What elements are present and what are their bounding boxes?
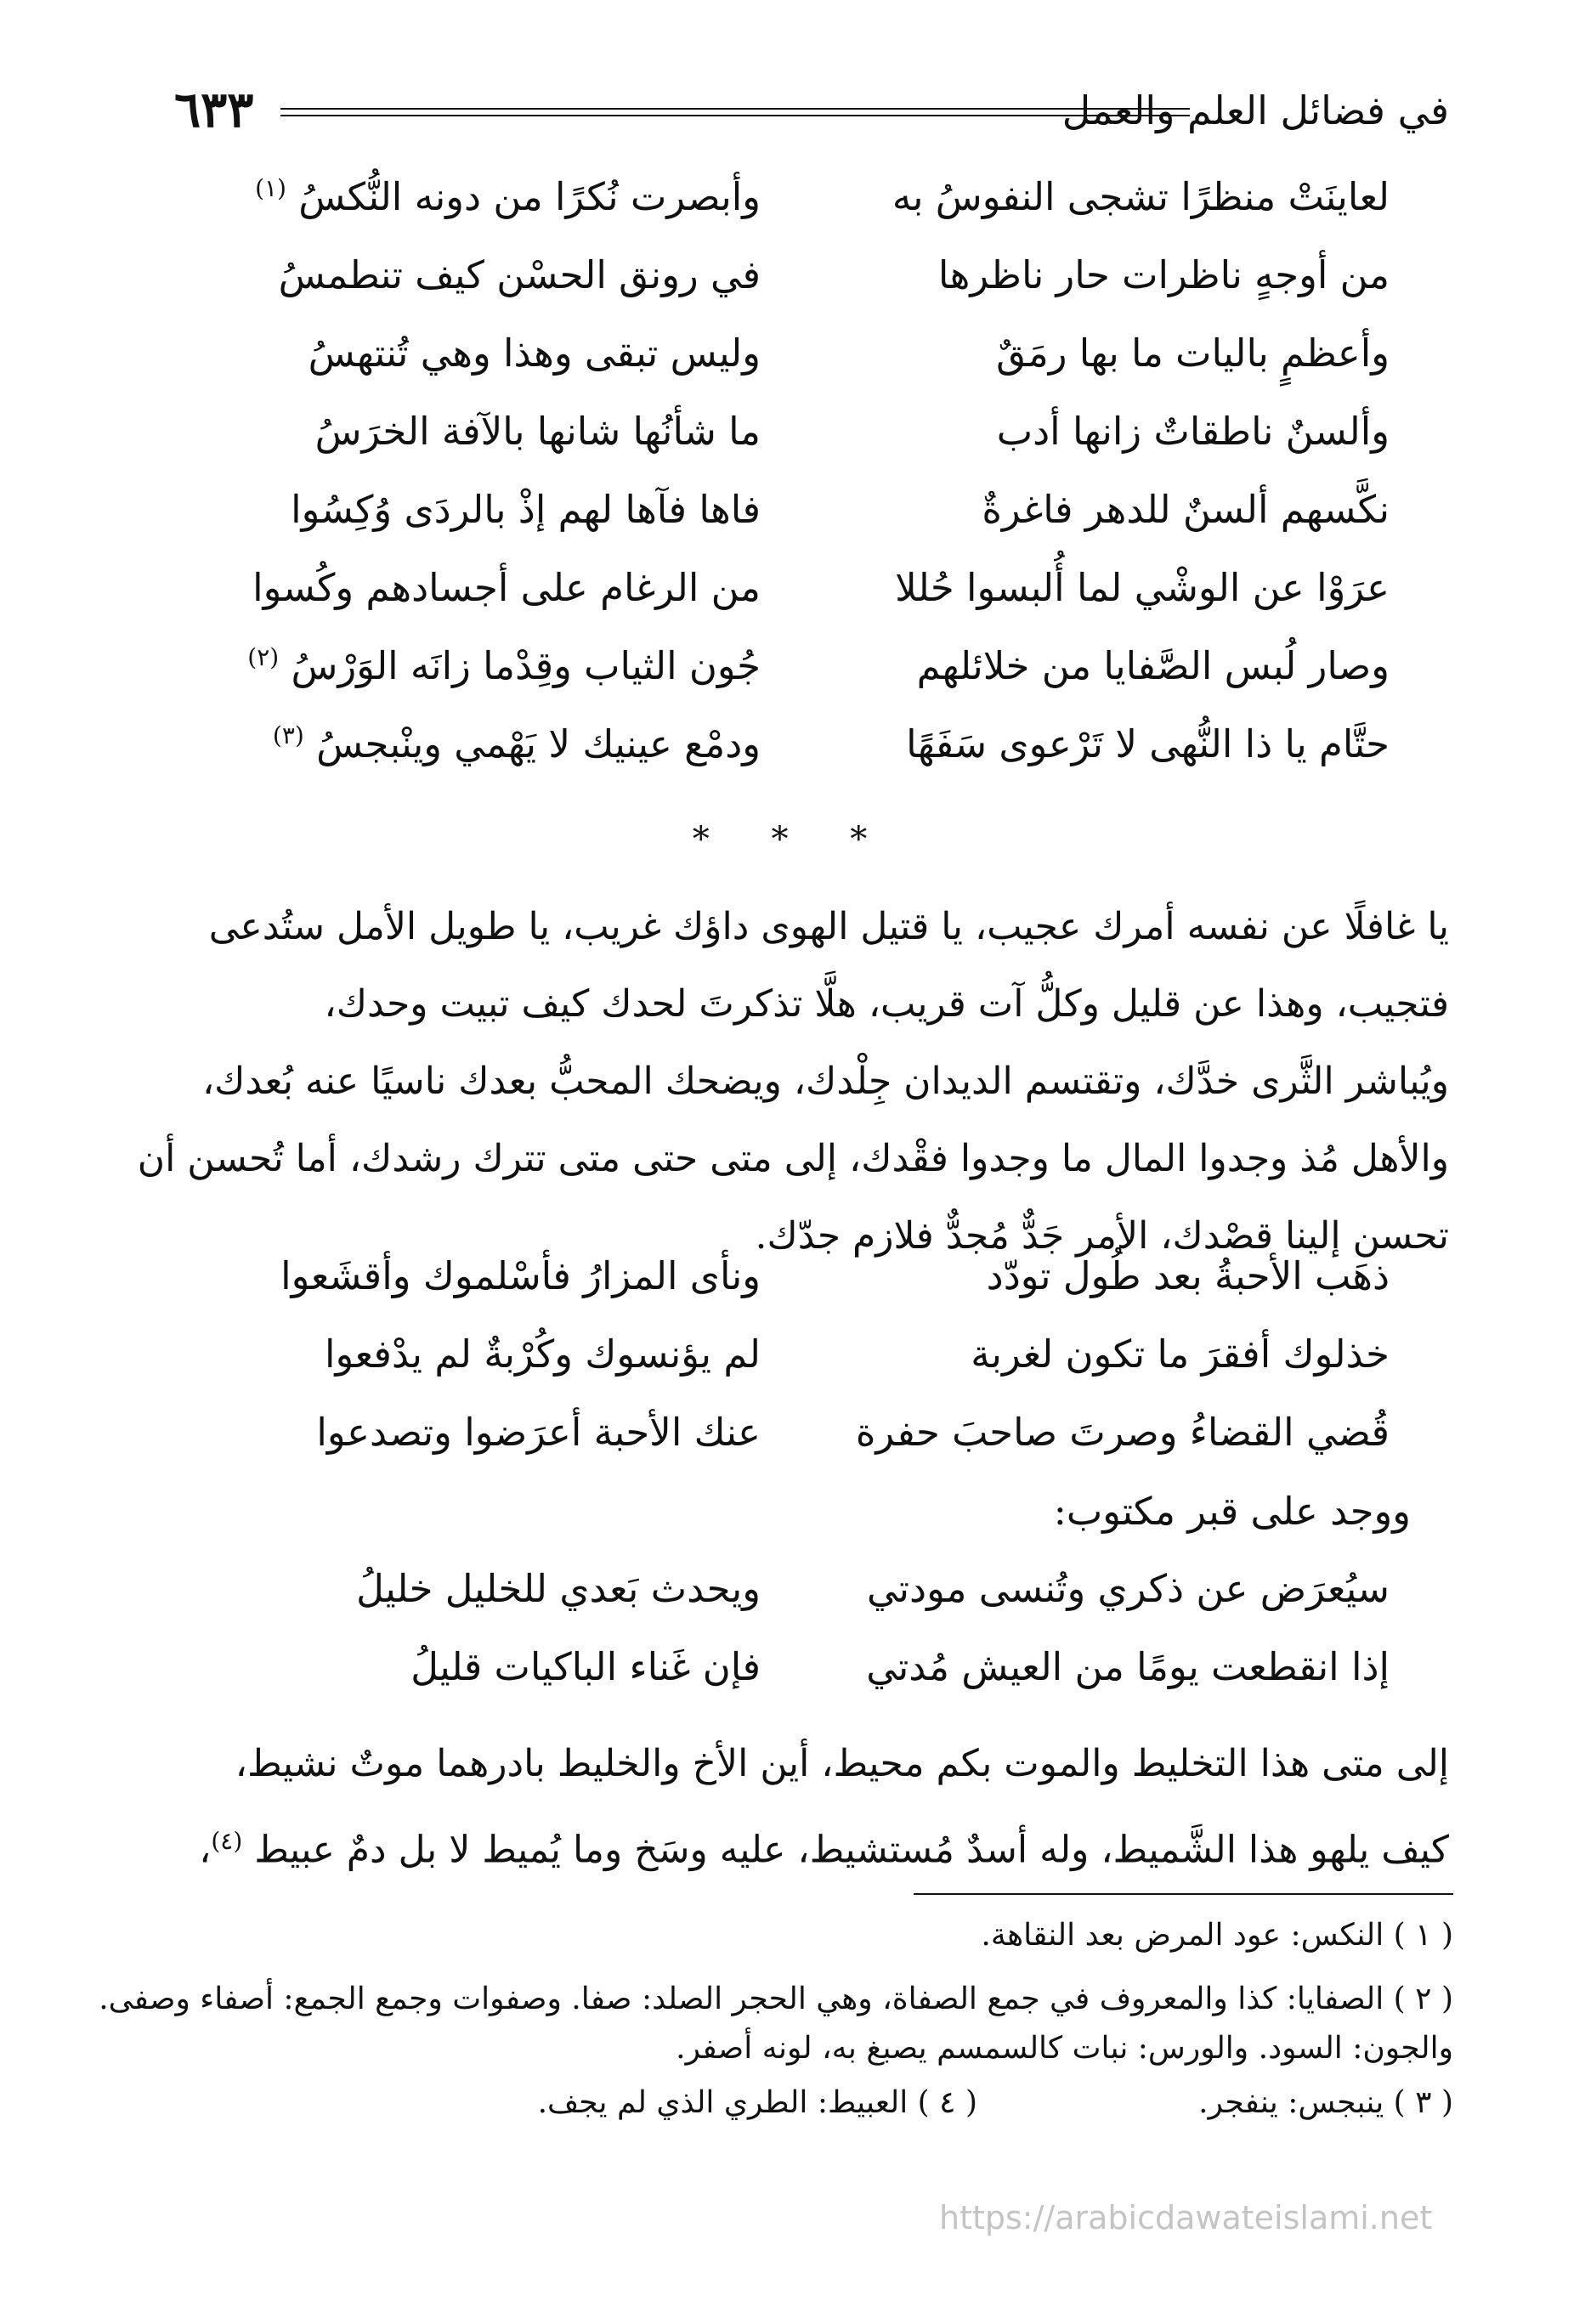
intro-line: ووجد على قبر مكتوب: [1053,1489,1411,1534]
verse-first-hemistich: ذهَب الأحبةُ بعد طُول تودّد [986,1253,1390,1298]
hemistich-text: ونأى المزارُ فأسْلموك وأقشَعوا [280,1253,761,1298]
verse-first-hemistich: سيُعرَض عن ذكري وتُنسى مودتي [867,1566,1390,1611]
footnote-2: ( ٢ ) الصفايا: كذا والمعروف في جمع الصفاة، وهي الحجر الصلد: صفا. وصفوات وجمع الجمع: أصفاء وصفى. [99,1982,1453,2016]
hemistich-text: وليس تبقى وهذا وهي تُنتهسُ [308,331,761,376]
verse-first-hemistich: وأعظمٍ باليات ما بها رمَقٌ [996,331,1390,376]
verse-line [174,1253,1449,1332]
hemistich-text: فإن غَناء الباكيات قليلُ [410,1644,761,1689]
verse-line [174,409,1449,487]
verse-second-hemistich [273,721,761,766]
prose-text: ويُباشر الثَّرى خدَّك، وتقتسم الديدان جِلْدك، ويضحك المحبُّ بعدك ناسيًا عنه بُعدك، [201,1060,1449,1103]
verse-second-hemistich [291,487,761,532]
prose-line [174,1043,1449,1120]
verse-line [174,1332,1449,1410]
verse-line [174,1644,1449,1722]
verse-first-hemistich: خذلوك أفقرَ ما تكون لغربة [971,1332,1390,1377]
footnote-4: ( ٤ ) العبيط: الطري الذي لم يجف. [537,2085,977,2120]
prose-paragraph-2 [174,1725,1449,1889]
hemistich-text: ما شأنُها شانها بالآفة الخرَسُ [314,409,761,454]
verse-first-hemistich: عرَوْا عن الوشْي لما أُلبسوا حُللا [895,565,1390,610]
hemistich-text: جُون الثياب وقِدْما زانَه الوَرْسُ [291,643,761,688]
footnote-marker: (٤) [211,1827,243,1855]
verse-first-hemistich: قُضي القضاءُ وصرتَ صاحبَ حفرة [855,1410,1390,1455]
prose-line [137,1120,1449,1197]
prose-paragraph-1 [137,888,1449,1275]
verse-second-hemistich [309,331,761,376]
hemistich-text: ويحدث بَعدي للخليل خليلُ [356,1566,761,1611]
verse-second-hemistich [255,174,761,219]
verse-first-hemistich: نكَّسهم ألسنٌ للدهر فاغرةٌ [982,487,1390,532]
verse-line [174,1410,1449,1488]
verse-first-hemistich: من أوجهٍ ناظرات حار ناظرها [937,252,1390,297]
prose-text: تحسن إلينا قصْدك، الأمر جَدٌّ مُجدٌّ فلازم جدّك. [755,1214,1449,1258]
footnote-2-cont: والجون: السود. والورس: نبات كالسمسم يصبغ به، لونه أصفر. [676,2031,1453,2066]
prose-line [174,965,1449,1043]
running-title: في فضائل العلم والعمل [1061,88,1449,133]
poem-block-1 [174,174,1449,800]
page-number: ٦٣٣ [174,81,254,139]
footnote-1: ( ١ ) النكس: عود المرض بعد النقاهة. [981,1918,1453,1953]
verse-first-hemistich: حتَّام يا ذا النُّهى لا تَرْعوى سَفَهًا [906,721,1390,766]
hemistich-text: لم يؤنسوك وكُرْبةٌ لم يدْفعوا [324,1332,761,1377]
verse-line [174,643,1449,721]
prose-text: كيف يلهو هذا الشَّميط، وله أسدٌ مُستشيط، عليه وسَخ وما يُميط لا بل دمٌ عبيط [254,1828,1449,1872]
verse-second-hemistich [279,252,761,297]
footnote-marker: (١) [255,174,286,202]
verse-first-hemistich: لعاينَتْ منظرًا تشجى النفوسُ به [892,174,1390,219]
verse-line [174,721,1449,800]
verse-second-hemistich [410,1644,761,1689]
hemistich-text: في رونق الحسْن كيف تنطمسُ [278,252,761,297]
prose-text: إلى متى هذا التخليط والموت بكم محيط، أين الأخ والخليط بادرهما موتٌ نشيط، [235,1742,1449,1785]
prose-line: كيف يلهو هذا الشَّميط، وله أسدٌ مُستشيط، عليه وسَخ وما يُميط لا بل دمٌ عبيط $^{(٤)}$، [199,1827,1449,1872]
prose-text: والأهل مُذ وجدوا المال ما وجدوا فقْدك، إلى متى حتى متى تترك رشدك، أما تُحسن أن [137,1137,1449,1180]
verse-line [174,565,1449,643]
verse-first-hemistich: وصار لُبس الصَّفايا من خلائلهم [916,643,1390,688]
verse-second-hemistich [247,643,761,688]
verse-line [174,487,1449,565]
hemistich-text: ودمْع عينيك لا يَهْمي وينْبجسُ [316,721,761,766]
footnote-marker: (٢) [247,643,280,671]
verse-first-hemistich: إذا انقطعت يومًا من العيش مُدتي [866,1644,1390,1689]
hemistich-text: عنك الأحبة أعرَضوا وتصدعوا [316,1410,761,1455]
hemistich-text: فاها فآها لهم إذْ بالردَى وُكِسُوا [291,487,761,532]
poem-block-3 [174,1566,1449,1722]
watermark-url: https://arabicdawateislami.net [939,2199,1433,2236]
prose-line [174,888,1449,965]
hemistich-text: وأبصرت نُكرًا من دونه النُّكسُ [298,174,761,219]
prose-text: فتجيب، وهذا عن قليل وكلُّ آت قريب، هلَّا تذكرتَ لحدك كيف تبيت وحدك، [324,982,1449,1026]
verse-line [174,331,1449,409]
verse-second-hemistich [252,565,761,610]
prose-line [174,1725,1449,1802]
footnote-separator [914,1893,1453,1895]
header-double-rule [280,108,1190,116]
verse-line [174,1566,1449,1644]
footnote-marker: (٣) [272,721,304,749]
verse-line [174,174,1449,252]
footnote-3: ( ٣ ) ينبجس: ينفجر. [1198,2085,1453,2120]
hemistich-text: من الرغام على أجسادهم وكُسوا [252,565,761,610]
verse-first-hemistich: وألسنٌ ناطقاتٌ زانها أدب [996,409,1390,454]
verse-line [174,252,1449,331]
prose-text: يا غافلًا عن نفسه أمرك عجيب، يا قتيل الهوى داؤك غريب، يا طويل الأمل ستُدعى [208,905,1449,948]
verse-second-hemistich [280,1253,761,1298]
poem-block-2 [174,1253,1449,1488]
page-header [174,81,1449,144]
verse-second-hemistich [356,1566,761,1611]
verse-second-hemistich [316,1410,761,1455]
verse-second-hemistich [325,1332,761,1377]
verse-second-hemistich [315,409,761,454]
section-separator: * * * [692,820,893,859]
